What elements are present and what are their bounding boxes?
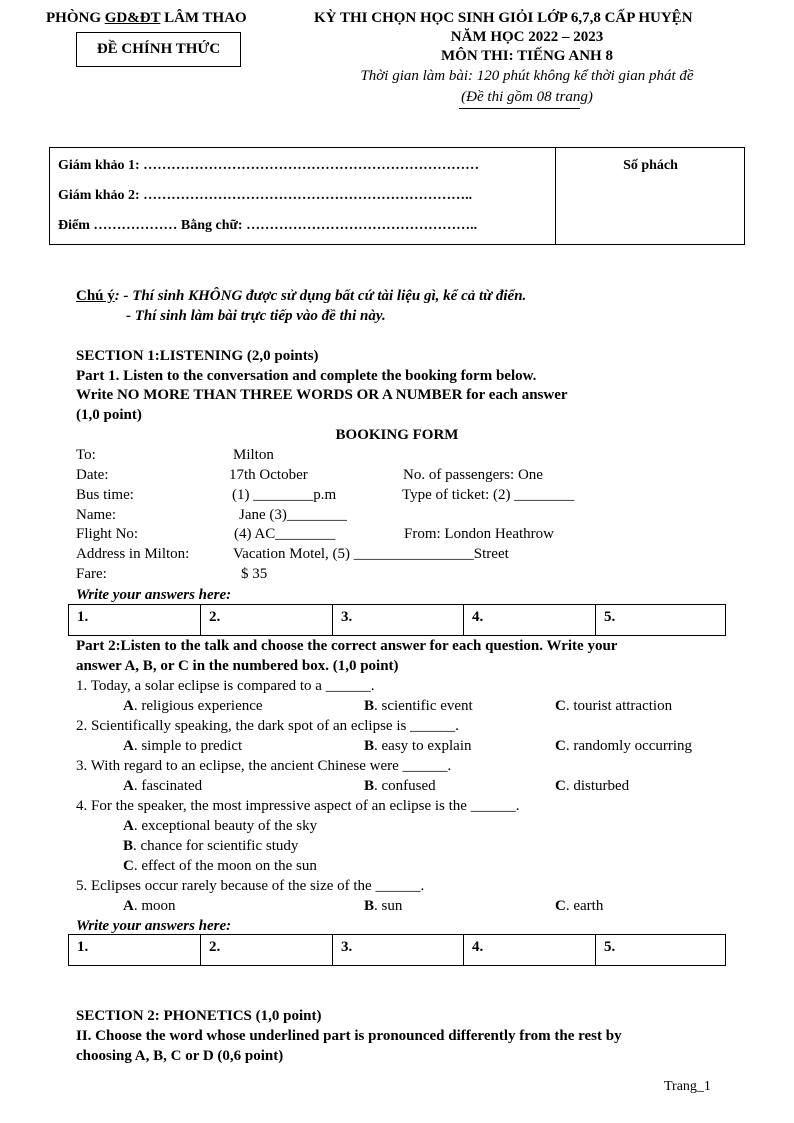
- form-name-blank: Jane (3)________: [239, 507, 347, 523]
- form-passengers: No. of passengers: One: [403, 467, 543, 483]
- form-bus-label: Bus time:: [76, 487, 134, 503]
- form-fare-value: $ 35: [241, 566, 268, 582]
- form-ticket-blank: Type of ticket: (2) ________: [402, 487, 575, 503]
- answer-cell[interactable]: 1.: [69, 935, 201, 965]
- part-1-answers-label: Write your answers here:: [76, 587, 232, 603]
- answer-cell[interactable]: 3.: [333, 935, 464, 965]
- question-5-stem: 5. Eclipses occur rarely because of the size of the ______.: [76, 878, 425, 894]
- time-note: Thời gian làm bài: 120 phút không kể thời gian phát đề: [360, 68, 694, 84]
- question-2-option-a: A. simple to predict: [123, 738, 243, 754]
- form-flight-label: Flight No:: [76, 526, 139, 542]
- answer-cell[interactable]: 2.: [201, 605, 333, 635]
- section-2-instruction-1: II. Choose the word whose underlined part is pronounced differently from the rest by: [76, 1028, 622, 1044]
- form-to-label: To:: [76, 447, 96, 463]
- form-date-label: Date:: [76, 467, 109, 483]
- candidate-code-label: Số phách: [623, 158, 678, 173]
- question-2-stem: 2. Scientifically speaking, the dark spot of an eclipse is ______.: [76, 718, 459, 734]
- section-1-title: SECTION 1:LISTENING (2,0 points): [76, 348, 319, 364]
- official-exam-badge: ĐỀ CHÍNH THỨC: [76, 32, 241, 67]
- question-1-option-c: C. tourist attraction: [555, 698, 673, 714]
- exam-title: KỲ THI CHỌN HỌC SINH GIỎI LỚP 6,7,8 CẤP HUYỆN: [314, 10, 693, 26]
- question-3-option-a: A. fascinated: [123, 778, 203, 794]
- examiner-1-field: Giám khảo 1: ………………………………………………………………: [58, 158, 480, 173]
- question-1-option-b: B. scientific event: [364, 698, 473, 714]
- form-bus-blank: (1) ________p.m: [232, 487, 337, 503]
- part-2-instruction-1: Part 2:Listen to the talk and choose the correct answer for each question. Write your: [76, 638, 618, 654]
- part-1-instruction-1: Part 1. Listen to the conversation and complete the booking form below.: [76, 368, 537, 384]
- form-name-label: Name:: [76, 507, 116, 523]
- section-2-instruction-2: choosing A, B, C or D (0,6 point): [76, 1048, 284, 1064]
- answer-cell[interactable]: 1.: [69, 605, 201, 635]
- form-to-value: Milton: [233, 447, 274, 463]
- form-fare-label: Fare:: [76, 566, 107, 582]
- part-2-answers-label: Write your answers here:: [76, 918, 232, 934]
- question-3-stem: 3. With regard to an eclipse, the ancient Chinese were ______.: [76, 758, 452, 774]
- question-2-option-b: B. easy to explain: [364, 738, 472, 754]
- question-4-option-b: B. chance for scientific study: [123, 838, 299, 854]
- question-5-option-b: B. sun: [364, 898, 403, 914]
- part-2-answer-table: [68, 934, 726, 966]
- page-number: Trang_1: [664, 1079, 711, 1094]
- question-5-option-c: C. earth: [555, 898, 604, 914]
- note-line-2: - Thí sinh làm bài trực tiếp vào đề thi này.: [126, 308, 386, 324]
- note-line-1: Chú ý: - Thí sinh KHÔNG được sử dụng bất cứ tài liệu gì, kể cả từ điển.: [76, 288, 527, 304]
- question-1-option-a: A. religious experience: [123, 698, 263, 714]
- part-1-instruction-3: (1,0 point): [76, 407, 142, 423]
- question-4-option-c: C. effect of the moon on the sun: [123, 858, 317, 874]
- booking-form-title: BOOKING FORM: [335, 427, 459, 443]
- question-4-option-a: A. exceptional beauty of the sky: [123, 818, 318, 834]
- section-2-title: SECTION 2: PHONETICS (1,0 point): [76, 1008, 322, 1024]
- answer-cell[interactable]: 2.: [201, 935, 333, 965]
- form-flight-blank: (4) AC________: [234, 526, 336, 542]
- part-1-instruction-2: Write NO MORE THAN THREE WORDS OR A NUMBER for each answer: [76, 387, 568, 403]
- answer-cell[interactable]: 5.: [604, 609, 616, 625]
- answer-cell[interactable]: 5.: [604, 939, 616, 955]
- answer-cell[interactable]: 4.: [464, 935, 596, 965]
- form-address-blank: Vacation Motel, (5) ________________Street: [233, 546, 509, 562]
- header-divider: [459, 108, 580, 109]
- question-4-stem: 4. For the speaker, the most impressive aspect of an eclipse is the ______.: [76, 798, 520, 814]
- subject: MÔN THI: TIẾNG ANH 8: [441, 48, 613, 64]
- answer-cell[interactable]: 4.: [464, 605, 596, 635]
- question-5-option-a: A. moon: [123, 898, 176, 914]
- form-from: From: London Heathrow: [404, 526, 554, 542]
- school-year: NĂM HỌC 2022 – 2023: [450, 29, 604, 45]
- part-2-instruction-2: answer A, B, or C in the numbered box. (1,0 point): [76, 658, 399, 674]
- department-name: PHÒNG GD&ĐT LÂM THAO: [46, 10, 247, 26]
- pages-note: (Đề thi gồm 08 trang): [461, 89, 593, 105]
- answer-cell[interactable]: 3.: [333, 605, 464, 635]
- question-3-option-c: C. disturbed: [555, 778, 630, 794]
- question-2-option-c: C. randomly occurring: [555, 738, 693, 754]
- question-3-option-b: B. confused: [364, 778, 436, 794]
- score-field: Điểm ……………… Bằng chữ: …………………………………………..: [58, 218, 478, 233]
- question-1-stem: 1. Today, a solar eclipse is compared to a ______.: [76, 678, 375, 694]
- part-1-answer-table: [68, 604, 726, 636]
- examiner-2-field: Giám khảo 2: ……………………………………………………………..: [58, 188, 473, 203]
- form-date-value: 17th October: [229, 467, 308, 483]
- form-address-label: Address in Milton:: [76, 546, 190, 562]
- grader-box: [49, 147, 745, 245]
